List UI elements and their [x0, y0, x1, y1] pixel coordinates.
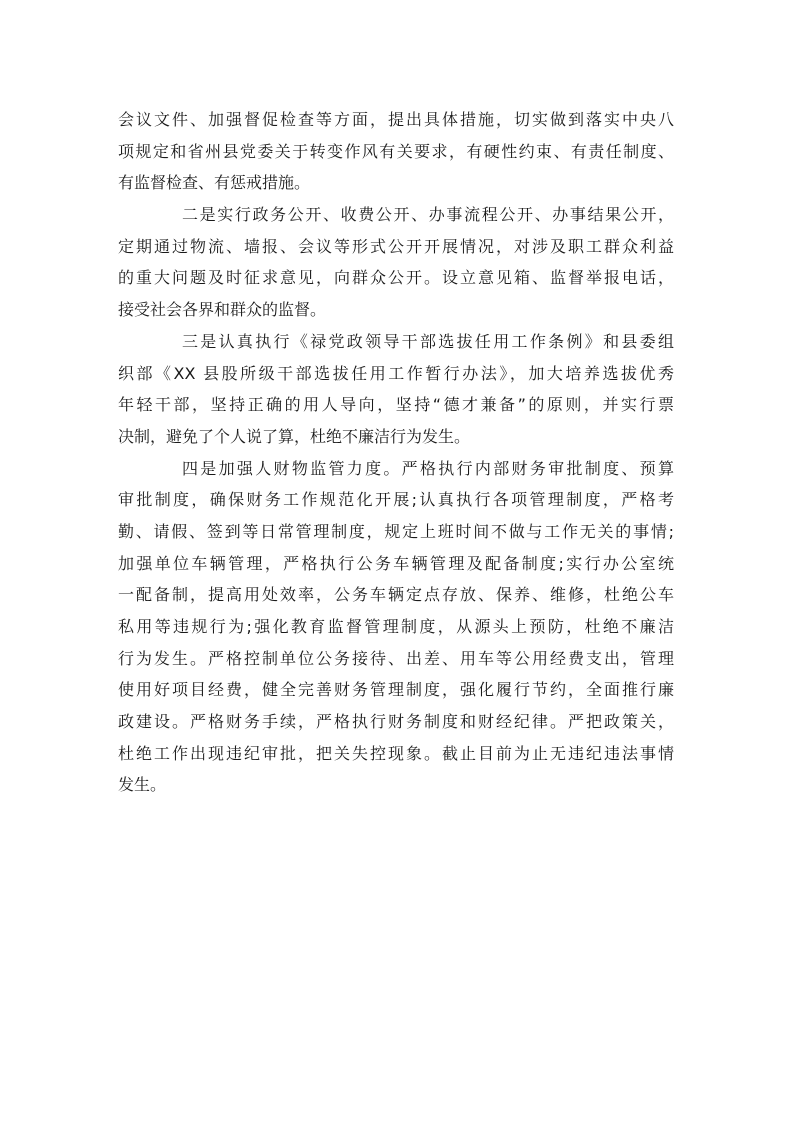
text-line: 审批制度，确保财务工作规范化开展;认真执行各项管理制度，严格考	[118, 490, 674, 510]
text-line: 的重大问题及时征求意见，向群众公开。设立意见箱、监督举报电话，	[118, 268, 674, 288]
text-line: 接受社会各界和群众的监督。	[118, 300, 327, 320]
text-line: 三是认真执行《禄党政领导干部选拔任用工作条例》和县委组	[182, 331, 674, 351]
text-line: 年轻干部，坚持正确的用人导向，坚持“德才兼备”的原则，并实行票	[118, 395, 674, 415]
text-line: 有监督检查、有惩戒措施。	[118, 173, 311, 193]
text-line: 一配备制，提高用处效率，公务车辆定点存放、保养、维修，杜绝公车	[118, 585, 674, 605]
text-line: 二是实行政务公开、收费公开、办事流程公开、办事结果公开，	[182, 205, 674, 225]
paragraph-continuation	[118, 104, 674, 199]
text-line: 行为发生。严格控制单位公务接待、出差、用车等公用经费支出，管理	[118, 648, 674, 668]
text-line: 定期通过物流、墙报、会议等形式公开开展情况，对涉及职工群众利益	[118, 236, 674, 256]
text-line: 发生。	[118, 775, 167, 795]
text-line: 项规定和省州县党委关于转变作风有关要求，有硬性约束、有责任制度、	[118, 141, 674, 161]
text-line: 私用等违规行为;强化教育监督管理制度，从源头上预防，杜绝不廉洁	[118, 617, 674, 636]
paragraph-four	[118, 453, 674, 802]
text-line: 决制，避免了个人说了算，杜绝不廉洁行为发生。	[118, 426, 471, 446]
text-line: 杜绝工作出现违纪审批，把关失控现象。截止目前为止无违纪违法事情	[118, 743, 674, 763]
text-line: 政建设。严格财务手续，严格执行财务制度和财经纪律。严把政策关，	[118, 712, 674, 732]
text-line: 织部《XX 县股所级干部选拔任用工作暂行办法》，加大培养选拔优秀	[118, 363, 674, 383]
text-line: 勤、请假、签到等日常管理制度，规定上班时间不做与工作无关的事情;	[118, 521, 674, 541]
paragraph-three	[118, 326, 674, 453]
text-line: 加强单位车辆管理，严格执行公务车辆管理及配备制度;实行办公室统	[118, 553, 674, 573]
text-line: 会议文件、加强督促检查等方面，提出具体措施，切实做到落实中央八	[118, 110, 674, 129]
text-line: 使用好项目经费，健全完善财务管理制度，强化履行节约，全面推行廉	[118, 680, 674, 700]
paragraph-two	[118, 199, 674, 326]
document-body	[118, 104, 674, 801]
text-line: 四是加强人财物监管力度。严格执行内部财务审批制度、预算	[182, 458, 674, 478]
